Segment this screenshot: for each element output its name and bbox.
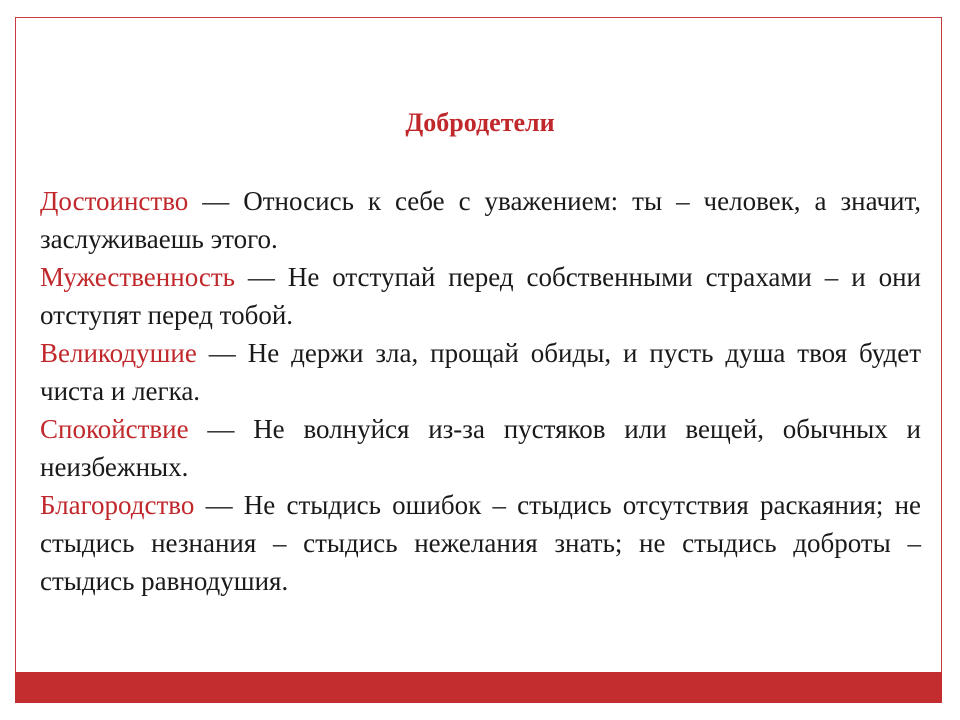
virtue-description: Не держи зла, прощай обиды, и пусть душа твоя будет чиста и легка. [40, 338, 922, 406]
virtue-description: Не отступай перед собственными страхами – и они отступят перед тобой. [40, 262, 922, 330]
em-dash: — [202, 186, 230, 216]
em-dash: — [207, 414, 235, 444]
virtue-term: Мужественность [40, 262, 235, 292]
virtue-term: Благородство [40, 490, 195, 520]
virtue-description: Не волнуйся из-за пустяков или вещей, обычных и неизбежных. [40, 414, 922, 482]
em-dash: — [208, 338, 236, 368]
em-dash: — [247, 262, 275, 292]
virtue-entry [40, 334, 921, 410]
em-dash: — [205, 490, 233, 520]
virtue-description: Относись к себе с уважением: ты – человек, а значит, заслуживаешь этого. [40, 186, 922, 254]
virtue-term: Достоинство [40, 186, 189, 216]
slide-title: Добродетели [405, 108, 555, 137]
virtue-entry [40, 410, 921, 486]
virtue-entry [40, 486, 921, 600]
virtues-list [40, 182, 921, 600]
virtue-entry [40, 258, 921, 334]
virtue-term: Спокойствие [40, 414, 189, 444]
footer-bar [15, 672, 942, 703]
virtue-description: Не стыдись ошибок – стыдись отсутствия раскаяния; не стыдись незнания – стыдись нежелания знать; не стыдись доброты – стыдись равнодушия. [40, 490, 922, 596]
virtue-term: Великодушие [40, 338, 197, 368]
virtue-entry [40, 182, 921, 258]
